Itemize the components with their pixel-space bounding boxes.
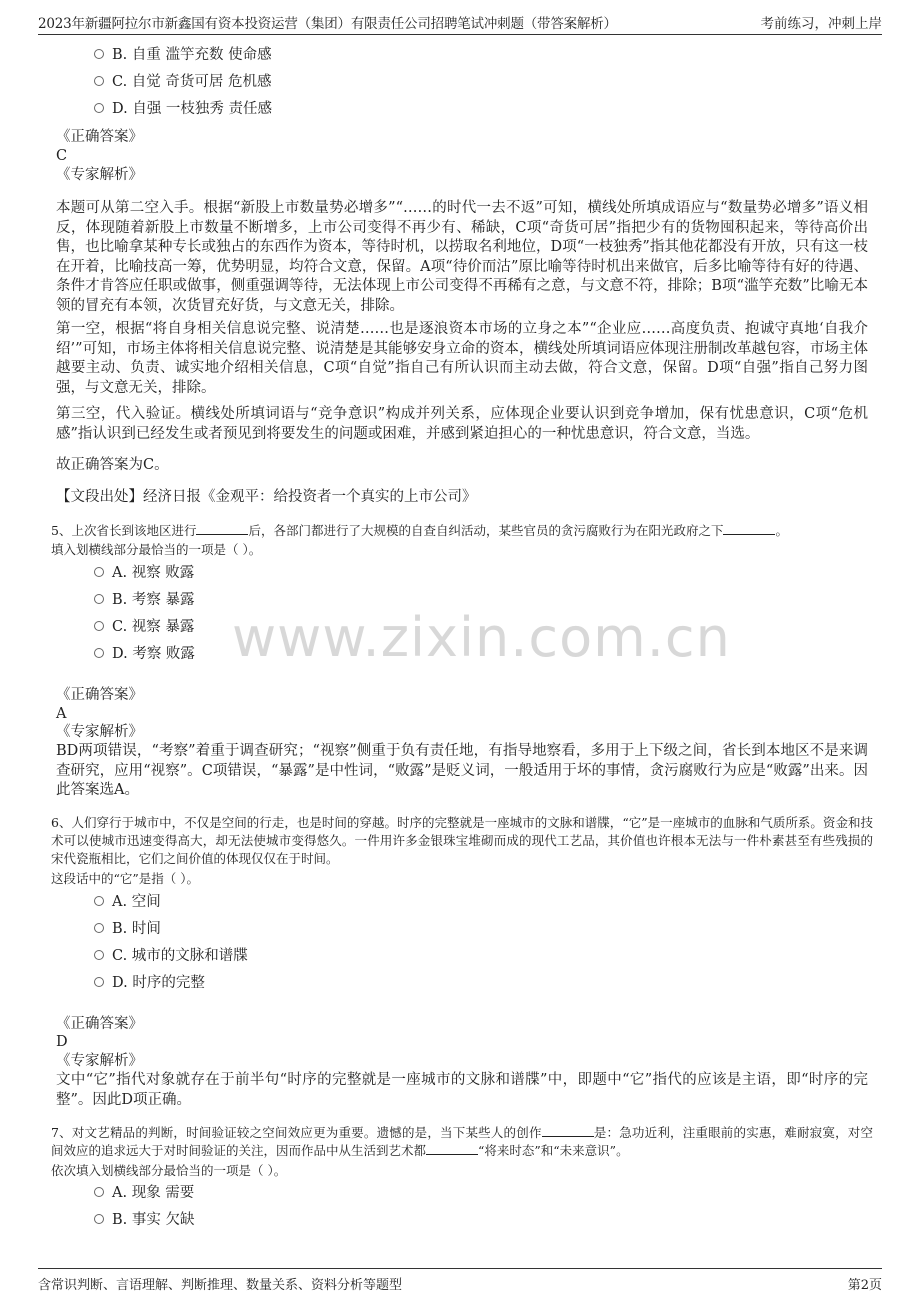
q7-option-a[interactable]: A. 现象 需要 <box>94 1182 194 1204</box>
header-tagline: 考前练习，冲刺上岸 <box>760 16 882 32</box>
radio-icon[interactable] <box>94 1214 104 1224</box>
q7-option-b[interactable]: B. 事实 欠缺 <box>94 1209 194 1231</box>
q4-analysis-paragraph-2: 第一空，根据“将自身相关信息说完整、说清楚……也是逐浪资本市场的立身之本”“企业应……高度负责、抱诚守真地‘自我介绍’”可知，市场主体将相关信息说完整、说清楚是其能够安身立命的资本，横线处所填词语应体现注册制改革越包容，市场主体越要主动、负责、诚实地介绍相关信息，C项“自觉”指自己有所认识而主动去做，符合文意，保留。D项“自强”指自己努力图强，与文意无关，排除。 <box>56 321 868 396</box>
q4-answer-label: 《正确答案》 <box>56 129 143 145</box>
q6-prompt: 这段话中的“它”是指（ ）。 <box>51 871 200 886</box>
q6-option-d[interactable]: D. 时序的完整 <box>94 972 205 994</box>
radio-icon[interactable] <box>94 896 104 906</box>
q4-option-d[interactable]: D. 自强 一枝独秀 责任感 <box>94 98 272 120</box>
footer-note: 含常识判断、言语理解、判断推理、数量关系、资料分析等题型 <box>38 1278 403 1293</box>
q4-analysis-conclusion: 故正确答案为C。 <box>56 457 169 473</box>
q6-stem: 6、人们穿行于城市中，不仅是空间的行走，也是时间的穿越。时序的完整就是一座城市的文脉和谱牒，“它”是一座城市的血脉和气质所系。资金和技术可以使城市迅速变得高大，却无法使城市变得悠久。一件用许多金银珠宝堆砌而成的现代工艺品，其价值也许根本无法与一件朴素甚至有些残损的宋代瓷瓶相比，它们之间价值的体现仅仅在于时间。 <box>51 815 873 866</box>
radio-icon[interactable] <box>94 1187 104 1197</box>
document-title: 2023年新疆阿拉尔市新鑫国有资本投资运营（集团）有限责任公司招聘笔试冲刺题（带答案解析） <box>38 16 617 32</box>
q4-answer: C <box>56 148 68 164</box>
blank-line <box>723 524 775 535</box>
q4-analysis-paragraph-3: 第三空，代入验证。横线处所填词语与“竞争意识”构成并列关系，应体现企业要认识到竞争增加，保有忧患意识，C项“危机感”指认识到已经发生或者预见到将要发生的问题或困难，并感到紧迫担心的一种忧患意识，符合文意，当选。 <box>56 406 868 442</box>
q5-analysis: BD两项错误，“考察”着重于调查研究；“视察”侧重于负有责任地，有指导地察看，多用于上下级之间，省长到本地区不是来调查研究，应用“视察”。C项错误，“暴露”是中性词，“败露”是贬义词，一般适用于坏的事情，贪污腐败行为应是“败露”出来。因此答案选A。 <box>56 743 868 798</box>
blank-line <box>542 1126 594 1137</box>
q6-answer: D <box>56 1034 68 1050</box>
radio-icon[interactable] <box>94 621 104 631</box>
q5-option-b[interactable]: B. 考察 暴露 <box>94 589 194 611</box>
blank-line <box>426 1144 478 1155</box>
q7-prompt: 依次填入划横线部分最恰当的一项是（ ）。 <box>51 1163 287 1178</box>
q7-stem: 7、对文艺精品的判断，时间验证较之空间效应更为重要。遗憾的是，当下某些人的创作 是：急功近利，注重眼前的实惠，难耐寂寞，对空间效应的追求远大于对时间验证的关注，因而作品中从生活到艺术都 “将来时态”和“未来意识”。 <box>51 1125 873 1158</box>
q4-option-c[interactable]: C. 自觉 奇货可居 危机感 <box>94 71 272 93</box>
q5-answer: A <box>56 706 67 722</box>
q4-analysis-label: 《专家解析》 <box>56 167 143 183</box>
page-footer <box>38 1268 882 1293</box>
radio-icon[interactable] <box>94 923 104 933</box>
q6-option-a[interactable]: A. 空间 <box>94 891 161 913</box>
radio-icon[interactable] <box>94 49 104 59</box>
q5-option-d[interactable]: D. 考察 败露 <box>94 643 195 665</box>
q5-stem: 5、上次省长到该地区进行 后，各部门都进行了大规模的自查自纠活动，某些官员的贪污腐败行为在阳光政府之下 。 <box>51 523 788 538</box>
radio-icon[interactable] <box>94 950 104 960</box>
radio-icon[interactable] <box>94 594 104 604</box>
q6-analysis: 文中“它”指代对象就存在于前半句“时序的完整就是一座城市的文脉和谱牒”中，即题中“它”指代的应该是主语，即“时序的完整”。因此D项正确。 <box>56 1072 868 1108</box>
page-header <box>38 12 882 35</box>
blank-line <box>196 524 248 535</box>
radio-icon[interactable] <box>94 103 104 113</box>
radio-icon[interactable] <box>94 977 104 987</box>
radio-icon[interactable] <box>94 76 104 86</box>
q6-option-b[interactable]: B. 时间 <box>94 918 161 940</box>
q4-analysis-paragraph-1: 本题可从第二空入手。根据“新股上市数量势必增多”“……的时代一去不返”可知，横线处所填成语应与“数量势必增多”语义相反，体现随着新股上市数量不断增多，上市公司变得不再少有、稀缺，C项“奇货可居”指把少有的货物囤积起来，等待高价出售，也比喻拿某种专长或独占的东西作为资本，等待时机，以捞取名利地位，D项“一枝独秀”指其他花都没有开放，只有这一枝在开着，比喻技高一筹，优势明显，均符合文意，保留。A项“待价而沽”原比喻等待时机出来做官，后多比喻等待有好的待遇、条件才肯答应任职或做事，侧重强调等待，无法体现上市公司变得不再稀有之意，与文意不符，排除；B项“滥竽充数”比喻无本领的冒充有本领，次货冒充好货，与文意无关，排除。 <box>56 200 868 314</box>
q6-option-c[interactable]: C. 城市的文脉和谱牒 <box>94 945 248 967</box>
q5-option-c[interactable]: C. 视察 暴露 <box>94 616 194 638</box>
radio-icon[interactable] <box>94 567 104 577</box>
q4-option-b[interactable]: B. 自重 滥竽充数 使命感 <box>94 44 272 66</box>
q6-analysis-label: 《专家解析》 <box>56 1053 143 1069</box>
page-number: 第2页 <box>847 1278 882 1293</box>
q5-analysis-label: 《专家解析》 <box>56 724 143 740</box>
q5-answer-label: 《正确答案》 <box>56 687 143 703</box>
q5-option-a[interactable]: A. 视察 败露 <box>94 562 194 584</box>
radio-icon[interactable] <box>94 648 104 658</box>
q5-prompt: 填入划横线部分最恰当的一项是（ ）。 <box>51 542 262 557</box>
q4-source: 【文段出处】经济日报《金观平：给投资者一个真实的上市公司》 <box>56 489 477 505</box>
watermark: www.zixin.com.cn <box>232 606 731 669</box>
q6-answer-label: 《正确答案》 <box>56 1016 143 1032</box>
